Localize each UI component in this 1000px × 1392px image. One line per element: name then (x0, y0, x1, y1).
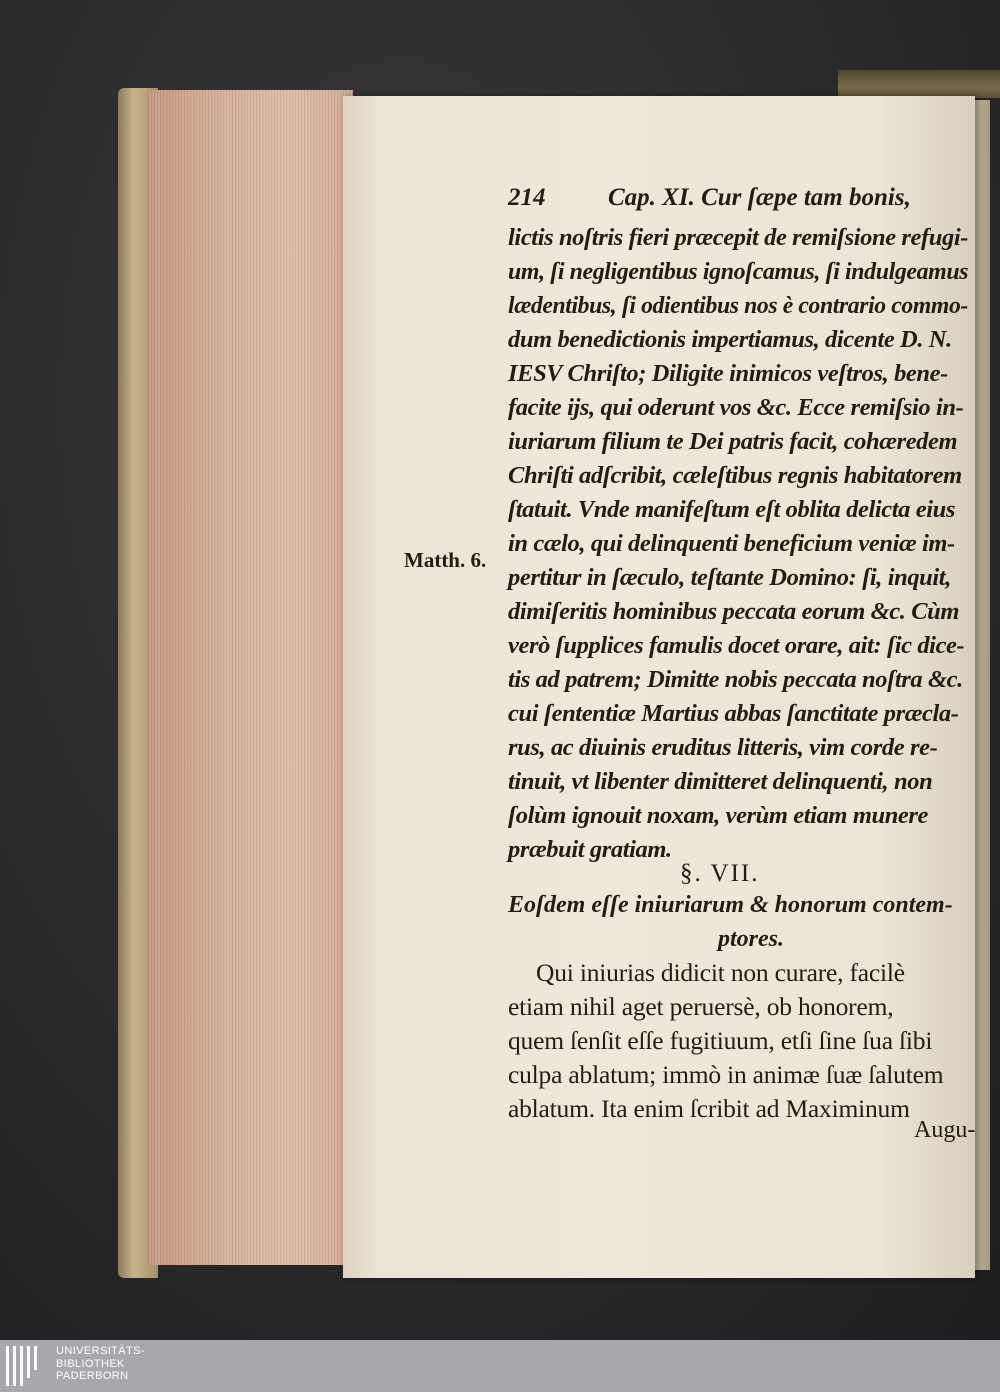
library-logo-icon (6, 1346, 50, 1386)
body-line: dum benedictionis impertiamus, dicente D. N. (508, 326, 952, 353)
library-line: PADERBORN (56, 1370, 129, 1382)
body-line: facite ijs, qui oderunt vos &c. Ecce remiſsio in- (508, 394, 964, 421)
running-title: Cap. XI. Cur ſæpe tam bonis, (608, 184, 911, 211)
body-line: ſtatuit. Vnde manifeſtum eſt oblita delicta eius (508, 496, 955, 523)
body-line: verò ſupplices famulis docet orare, ait: ſic dice- (508, 632, 965, 659)
section-title-line: Eoſdem eſſe iniuriarum & honorum contem- (508, 892, 953, 918)
section-title-line: ptores. (718, 926, 784, 952)
footer-bar (0, 1340, 1000, 1392)
library-line: BIBLIOTHEK (56, 1357, 125, 1370)
margin-note: Matth. 6. (404, 548, 487, 572)
body-line: Qui iniurias didicit non curare, facilè (536, 958, 905, 987)
body-line: pertitur in ſæculo, teſtante Domino: ſi, inquit, (508, 564, 951, 591)
body-line: IESV Chriſto; Diligite inimicos veſtros, bene- (508, 360, 948, 387)
body-line: quem ſenſit eſſe fugitiuum, etſi ſine ſua ſibi (508, 1026, 933, 1055)
body-line: iuriarum filium te Dei patris facit, cohæredem (508, 428, 958, 455)
book-spine (838, 70, 1000, 98)
section-number: §. VII. (680, 860, 760, 887)
body-line: lictis noſtris fieri præcepit de remiſsione refugi- (508, 224, 969, 251)
body-line: tinuit, vt libenter dimitteret delinquenti, non (508, 768, 933, 795)
body-line: etiam nihil aget peruersè, ob honorem, (508, 992, 894, 1021)
catchword: Augu- (914, 1117, 976, 1143)
body-line: um, ſi negligentibus ignoſcamus, ſi indulgeamus (508, 258, 969, 285)
library-line: UNIVERSITÄTS- (56, 1345, 145, 1357)
body-line: dimiſeritis hominibus peccata eorum &c. Cùm (508, 598, 960, 625)
page-number: 214 (508, 184, 546, 211)
library-name (56, 1345, 145, 1383)
body-line: Chriſti adſcribit, cæleſtibus regnis habitatorem (508, 462, 962, 489)
body-line: tis ad patrem; Dimitte nobis peccata noſtra &c. (508, 666, 963, 693)
body-line: rus, ac diuinis eruditus litteris, vim corde re- (508, 734, 938, 761)
body-line: ablatum. Ita enim ſcribit ad Maximinum (508, 1094, 910, 1123)
body-line: præbuit gratiam. (508, 836, 672, 863)
body-line: culpa ablatum; immò in animæ ſuæ ſalutem (508, 1060, 944, 1089)
running-header (508, 184, 938, 218)
body-line: ſolùm ignouit noxam, verùm etiam munere (508, 802, 929, 829)
page-block-edges (148, 90, 353, 1265)
body-line: in cælo, qui delinquenti beneficium veniæ im- (508, 530, 955, 557)
body-line: cui ſententiæ Martius abbas ſanctitate præcla- (508, 700, 959, 727)
body-line: lædentibus, ſi odientibus nos è contrario commo- (508, 292, 968, 319)
